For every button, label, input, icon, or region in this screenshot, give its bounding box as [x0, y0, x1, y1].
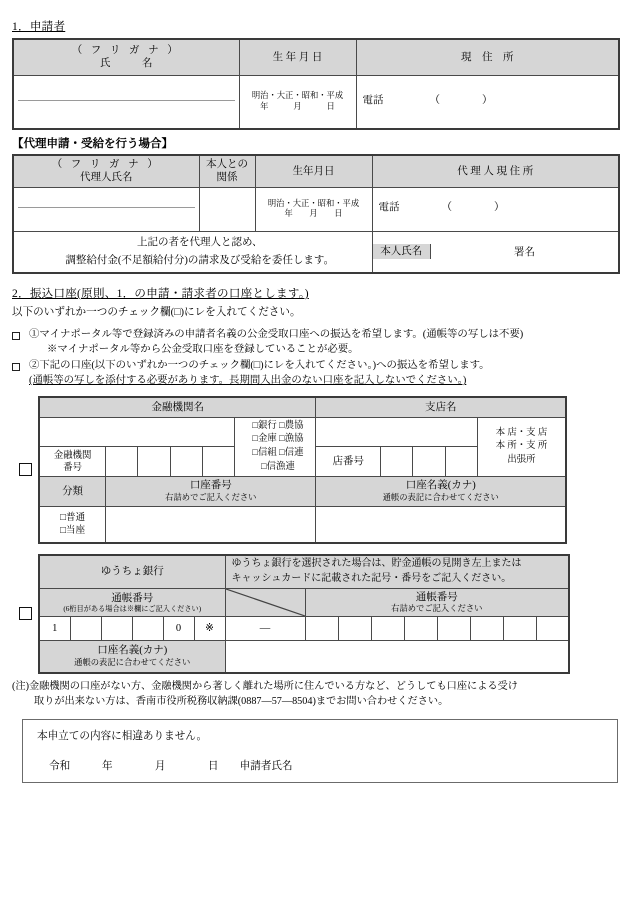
- applicant-birth-header: 生 年 月 日: [239, 39, 356, 75]
- institution-name-input[interactable]: [39, 417, 235, 447]
- yucho-select-checkbox[interactable]: [12, 607, 38, 620]
- class-checkboxes[interactable]: [39, 507, 106, 543]
- bank-table-block: [12, 396, 630, 544]
- yucho-symbol-header: 通帳番号 (6桁目がある場合は※欄にご記入ください): [39, 589, 225, 617]
- section-title-account: 2．振込口座(原則、1．の申請・請求者の口座とします。): [12, 288, 309, 300]
- yucho-title: ゆうちょ銀行: [39, 555, 225, 589]
- proxy-birth-input[interactable]: 明治・大正・昭和・平成 年 月 日: [255, 187, 372, 231]
- branch-number-cell[interactable]: [413, 447, 445, 477]
- type-shinren[interactable]: □信連: [279, 447, 304, 458]
- proxy-birth-header: 生年月日: [255, 155, 372, 187]
- branch-number-cell[interactable]: [445, 447, 477, 477]
- footnote-line1: (注)金融機関の口座がない方、金融機関から著しく離れた場所に住んでいる方など、どうしても口座による受け: [12, 680, 518, 692]
- proxy-phone-label: 電話: [378, 202, 400, 214]
- yucho-symbol-cell-6[interactable]: ※: [194, 617, 225, 641]
- type-kinko[interactable]: □金庫: [252, 434, 277, 445]
- applicant-table: [12, 38, 620, 130]
- applicant-phone-label: 電話: [362, 94, 384, 106]
- declaration-date-line[interactable]: 令和 年 月 日 申請者氏名: [49, 761, 293, 773]
- proxy-relation-input[interactable]: [199, 187, 255, 231]
- proxy-address-input[interactable]: [372, 187, 619, 231]
- proxy-name-input[interactable]: [13, 187, 199, 231]
- branch-number-label: 店番号: [316, 447, 381, 477]
- option2-checkbox[interactable]: [12, 358, 22, 375]
- branch-number-cell[interactable]: [381, 447, 413, 477]
- type-bank[interactable]: □銀行: [252, 420, 277, 431]
- applicant-phone-parens: （ ）: [429, 94, 493, 106]
- yucho-holder-header: 口座名義(カナ) 通帳の表記に合わせてください: [39, 641, 225, 673]
- option2-row[interactable]: [12, 358, 630, 388]
- footnote: [12, 679, 618, 710]
- yucho-number-cell[interactable]: [404, 617, 437, 641]
- proxy-relation-header: 本人との 関係: [199, 155, 255, 187]
- proxy-phone-parens: （ ）: [441, 202, 505, 214]
- yucho-symbol-cell-2[interactable]: [70, 617, 101, 641]
- institution-number-cell[interactable]: [106, 447, 138, 477]
- declaration-box: [22, 719, 618, 783]
- yucho-holder-input[interactable]: [225, 641, 569, 673]
- type-shingyoren[interactable]: □信漁連: [260, 461, 295, 472]
- institution-type-checkboxes[interactable]: [235, 417, 316, 477]
- account-number-input[interactable]: [106, 507, 316, 543]
- applicant-birth-input[interactable]: 明治・大正・昭和・平成 年 月 日: [239, 75, 356, 129]
- applicant-address-input[interactable]: [356, 75, 619, 129]
- type-gyokyo[interactable]: □漁協: [279, 434, 304, 445]
- applicant-name-header: （ フ リ ガ ナ ） 氏 名: [13, 39, 239, 75]
- institution-number-label: 金融機関 番号: [39, 447, 106, 477]
- applicant-name-input[interactable]: [13, 75, 239, 129]
- type-nokyo[interactable]: □農協: [279, 420, 304, 431]
- yucho-number-cell[interactable]: [536, 617, 569, 641]
- option1-checkbox[interactable]: [12, 327, 22, 344]
- yucho-symbol-cell-4[interactable]: [132, 617, 163, 641]
- yucho-instruction: ゆうちょ銀行を選択された場合は、貯金通帳の見開き左上または キャッシュカードに記載された記号・番号をご記入ください。: [225, 555, 569, 589]
- institution-number-cell[interactable]: [202, 447, 234, 477]
- yucho-number-header: 通帳番号 右詰めでご記入ください: [305, 589, 569, 617]
- account-holder-input[interactable]: [316, 507, 566, 543]
- footnote-line2: 取りが出来ない方は、香南市役所税務収納課(0887—57—8504)までお問い合わせください。: [34, 696, 449, 707]
- proxy-address-header: 代 理 人 現 住 所: [372, 155, 619, 187]
- proxy-name-header: （ フ リ ガ ナ ） 代理人氏名: [13, 155, 199, 187]
- option2-line2: (通帳等の写しを添付する必要があります。長期間入出金のない口座を記入しないでください。): [29, 375, 467, 387]
- class-toza[interactable]: □当座: [60, 525, 86, 537]
- bank-table: [38, 396, 567, 544]
- yucho-table-block: [12, 554, 630, 674]
- yucho-number-cell[interactable]: [338, 617, 371, 641]
- branch-name-input[interactable]: [316, 417, 477, 447]
- delegation-statement: 上記の者を代理人と認め、 調整給付金(不足額給付分)の請求及び受給を委任します。: [13, 231, 372, 273]
- class-futsu[interactable]: □普通: [60, 512, 86, 524]
- yucho-table: [38, 554, 570, 674]
- type-shinkumi[interactable]: □信組: [252, 447, 277, 458]
- section-title-applicant: 1．申請者: [12, 21, 66, 33]
- branch-name-header: 支店名: [316, 397, 566, 417]
- bank-select-checkbox[interactable]: [12, 463, 38, 476]
- declaration-statement: 本申立ての内容に相違ありません。: [37, 731, 208, 743]
- institution-name-header: 金融機関名: [39, 397, 316, 417]
- proxy-table: [12, 154, 620, 274]
- self-name-label: 本人氏名: [373, 244, 431, 259]
- yucho-number-cell[interactable]: [437, 617, 470, 641]
- yucho-separator: —: [225, 617, 305, 641]
- applicant-address-header: 現 住 所: [356, 39, 619, 75]
- institution-number-cell[interactable]: [138, 447, 170, 477]
- option1-line2: ※マイナポータル等から公金受取口座を登録していることが必要。: [47, 343, 359, 355]
- yucho-number-cell[interactable]: [470, 617, 503, 641]
- yucho-number-cell[interactable]: [503, 617, 536, 641]
- option1-row[interactable]: [12, 327, 630, 357]
- yucho-separator-header: [225, 589, 305, 617]
- option1-line1: ①マイナポータル等で登録済みの申請者名義の公金受取口座への振込を希望します。(通帳等の写しは不要): [29, 328, 524, 340]
- institution-number-cell[interactable]: [170, 447, 202, 477]
- office-type-label[interactable]: 本 店・支 店 本 所・支 所 出張所: [477, 417, 566, 477]
- proxy-section-title: 【代理申請・受給を行う場合】: [12, 138, 173, 150]
- yucho-symbol-cell-5[interactable]: 0: [163, 617, 194, 641]
- account-holder-header: 口座名義(カナ) 通帳の表記に合わせてください: [316, 477, 566, 507]
- signature-cell-group: [372, 231, 619, 273]
- option2-line1: ②下記の口座(以下のいずれか一つのチェック欄(□)にレを入れてください。)への振込を希望します。: [29, 360, 490, 372]
- yucho-number-cell[interactable]: [305, 617, 338, 641]
- signature-input[interactable]: 署名: [514, 247, 535, 259]
- yucho-symbol-cell-1[interactable]: 1: [39, 617, 70, 641]
- account-number-header: 口座番号 右詰めでご記入ください: [106, 477, 316, 507]
- account-instruction: 以下のいずれか一つのチェック欄(□)にレを入れてください。: [12, 307, 301, 318]
- yucho-symbol-cell-3[interactable]: [101, 617, 132, 641]
- class-label: 分類: [39, 477, 106, 507]
- yucho-number-cell[interactable]: [371, 617, 404, 641]
